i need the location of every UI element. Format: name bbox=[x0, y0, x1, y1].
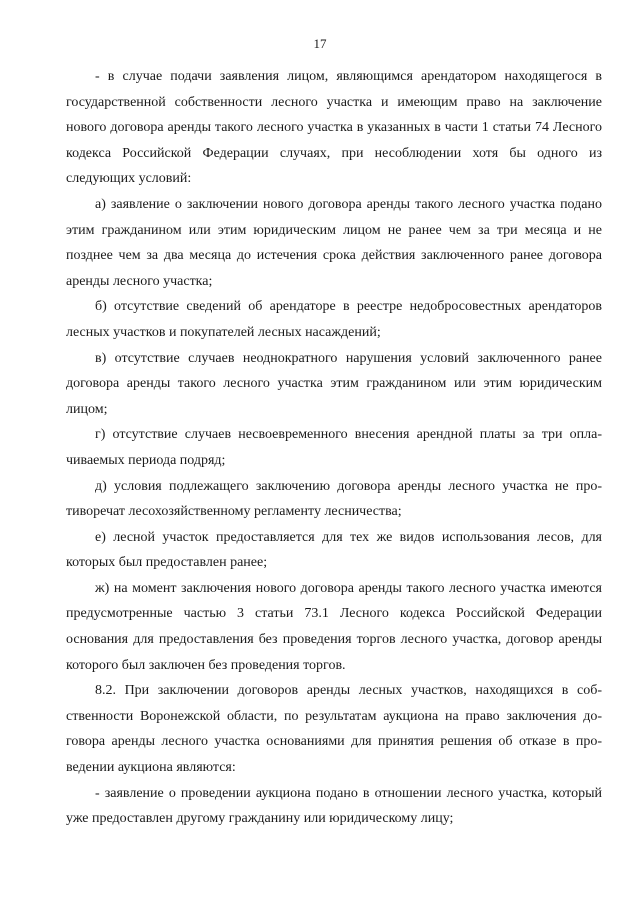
page-number: 17 bbox=[313, 36, 327, 51]
paragraph-condition-b: б) отсутствие сведений об арендаторе в реестре недобросовестных арендаторов лесных участков и покупателей лесных насаждений; bbox=[66, 299, 602, 340]
paragraph-condition-v: в) отсутствие случаев неоднократного нарушения условий заключенного ранее договора аренды такого лесного участка этим гражданином или этим юридическим лицом; bbox=[66, 350, 602, 417]
paragraph-lessee-conditions-intro: - в случае подачи заявления лицом, являющимся арендатором находящегося в государственной собственности лесного участка и имеющим право на заключение нового договора аренды такого лесного участка в указанных в части 1 статьи 74 Лесного кодекса Российской Федерации случаях, при несоблюдении хотя бы одного из следующих условий: bbox=[66, 69, 602, 187]
paragraph-condition-d: д) условия подлежащего заключению договора аренды лесного участка не противоречат лесохозяйственному регламенту лесничества; bbox=[66, 478, 602, 520]
paragraph-condition-a: а) заявление о заключении нового договора аренды такого лесного участка подано этим гражданином или этим юридическим лицом не ранее чем за три месяца и не позднее чем за два месяца до истечения срока действия заключенного ранее договора аренды лесного участка; bbox=[66, 196, 602, 289]
paragraph-section-8-2: 8.2. При заключении договоров аренды лесных участков, находящихся в собственности Воронежской области, по результатам аукциона на право заключения договора аренды лесного участка основаниями для принятия решения об отказе в проведении аукциона являются: bbox=[66, 683, 602, 776]
paragraph-condition-g: г) отсутствие случаев несвоевременного внесения арендной платы за три оплачиваемых периода подряд; bbox=[66, 427, 602, 468]
paragraph-auction-refusal-ground: - заявление о проведении аукциона подано в отношении лесного участка, который уже предоставлен другому гражданину или юридическому лицу; bbox=[66, 785, 602, 827]
document-body bbox=[66, 64, 602, 832]
paragraph-condition-zh: ж) на момент заключения нового договора аренды такого лесного участка имеются предусмотренные частью 3 статьи 73.1 Лесного кодекса Российской Федерации основания для предоставления без проведения торгов лесного участка, договор аренды которого был заключен без проведения торгов. bbox=[66, 580, 602, 673]
paragraph-condition-e: е) лесной участок предоставляется для тех же видов использования лесов, для которых был предоставлен ранее; bbox=[66, 529, 602, 571]
